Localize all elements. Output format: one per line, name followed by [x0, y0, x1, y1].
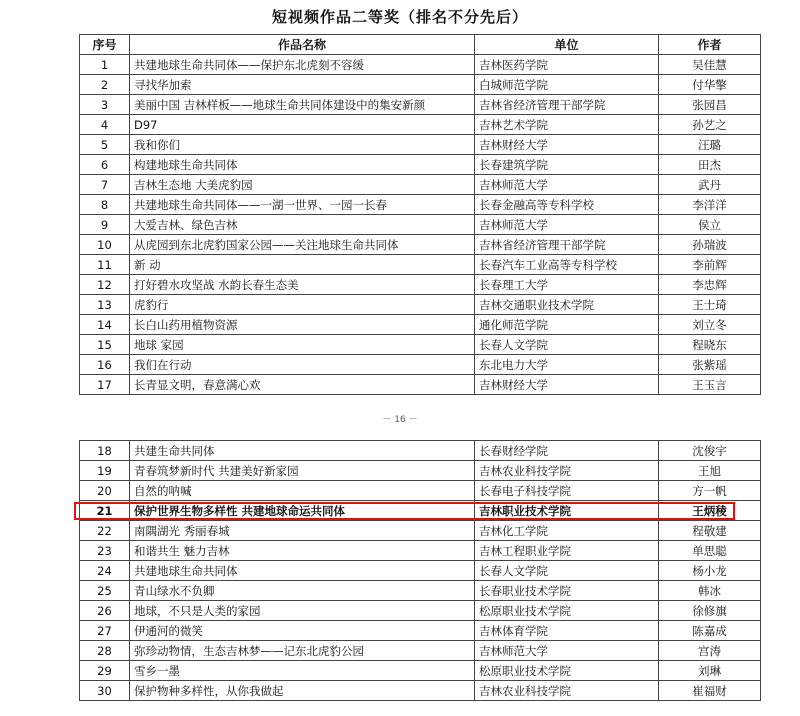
header-author: 作者 [659, 35, 761, 55]
cell-unit: 松原职业技术学院 [475, 661, 659, 681]
table-row [80, 621, 761, 641]
cell-author: 田杰 [659, 155, 761, 175]
cell-work: 大爱吉林、绿色吉林 [130, 215, 475, 235]
cell-unit: 长春金融高等专科学校 [475, 195, 659, 215]
cell-num: 13 [80, 295, 130, 315]
cell-unit: 吉林工程职业学院 [475, 541, 659, 561]
awards-table-page-2 [79, 440, 761, 701]
cell-author: 李洋洋 [659, 195, 761, 215]
table-row [80, 335, 761, 355]
cell-author: 宫涛 [659, 641, 761, 661]
cell-num: 28 [80, 641, 130, 661]
cell-author: 李前辉 [659, 255, 761, 275]
cell-unit: 长春理工大学 [475, 275, 659, 295]
cell-unit: 吉林医药学院 [475, 55, 659, 75]
cell-work: 我和你们 [130, 135, 475, 155]
cell-work: 长青显文明，春意满心欢 [130, 375, 475, 395]
cell-author: 孙瑞波 [659, 235, 761, 255]
table-row [80, 375, 761, 395]
highlight-box [74, 502, 735, 520]
table-row [80, 295, 761, 315]
cell-unit: 长春汽车工业高等专科学校 [475, 255, 659, 275]
cell-unit: 长春人文学院 [475, 335, 659, 355]
cell-unit: 吉林省经济管理干部学院 [475, 235, 659, 255]
cell-work: 构建地球生命共同体 [130, 155, 475, 175]
cell-unit: 吉林师范大学 [475, 215, 659, 235]
table-row [80, 661, 761, 681]
table-row [80, 175, 761, 195]
table-row [80, 355, 761, 375]
cell-num: 7 [80, 175, 130, 195]
cell-work: 青山绿水不负卿 [130, 581, 475, 601]
cell-num: 27 [80, 621, 130, 641]
cell-num: 8 [80, 195, 130, 215]
cell-num: 11 [80, 255, 130, 275]
cell-author: 方一帆 [659, 481, 761, 501]
cell-author: 武丹 [659, 175, 761, 195]
cell-author: 张园昌 [659, 95, 761, 115]
cell-author: 陈嘉成 [659, 621, 761, 641]
cell-work: 从虎园到东北虎豹国家公园——关注地球生命共同体 [130, 235, 475, 255]
cell-unit: 吉林师范大学 [475, 641, 659, 661]
cell-work: 自然的呐喊 [130, 481, 475, 501]
cell-num: 23 [80, 541, 130, 561]
cell-work: 寻找华加索 [130, 75, 475, 95]
table-row [80, 235, 761, 255]
cell-num: 10 [80, 235, 130, 255]
cell-work: 南隅湖光 秀丽春城 [130, 521, 475, 541]
cell-author: 吴佳慧 [659, 55, 761, 75]
cell-num: 5 [80, 135, 130, 155]
table-row [80, 541, 761, 561]
header-unit: 单位 [475, 35, 659, 55]
awards-table-page-1 [79, 34, 761, 395]
cell-author: 崔福财 [659, 681, 761, 701]
cell-num: 19 [80, 461, 130, 481]
table-row [80, 581, 761, 601]
cell-work: 虎豹行 [130, 295, 475, 315]
cell-work: 弥珍动物情，生态吉林梦——记东北虎豹公园 [130, 641, 475, 661]
cell-work: 地球，不只是人类的家园 [130, 601, 475, 621]
cell-work: 长白山药用植物资源 [130, 315, 475, 335]
cell-unit: 吉林师范大学 [475, 175, 659, 195]
cell-author: 孙艺之 [659, 115, 761, 135]
cell-unit: 吉林农业科技学院 [475, 461, 659, 481]
table-row [80, 481, 761, 501]
cell-unit: 长春财经学院 [475, 441, 659, 461]
cell-author: 程敬建 [659, 521, 761, 541]
cell-author: 汪璐 [659, 135, 761, 155]
table-row [80, 641, 761, 661]
cell-unit: 通化师范学院 [475, 315, 659, 335]
table-row [80, 561, 761, 581]
cell-num: 29 [80, 661, 130, 681]
cell-num: 17 [80, 375, 130, 395]
cell-num: 26 [80, 601, 130, 621]
cell-num: 14 [80, 315, 130, 335]
cell-author: 韩冰 [659, 581, 761, 601]
cell-author: 单思聪 [659, 541, 761, 561]
cell-num: 2 [80, 75, 130, 95]
table-row [80, 195, 761, 215]
table-row [80, 115, 761, 135]
table-row [80, 461, 761, 481]
cell-num: 6 [80, 155, 130, 175]
cell-work: 共建地球生命共同体——一湖一世界、一园一长春 [130, 195, 475, 215]
cell-author: 刘琳 [659, 661, 761, 681]
header-num: 序号 [80, 35, 130, 55]
table-row [80, 135, 761, 155]
cell-unit: 长春建筑学院 [475, 155, 659, 175]
cell-num: 21 [80, 501, 130, 521]
cell-work: 共建地球生命共同体——保护东北虎刻不容缓 [130, 55, 475, 75]
cell-unit: 吉林财经大学 [475, 375, 659, 395]
table-row [80, 681, 761, 701]
cell-work: 伊通河的微笑 [130, 621, 475, 641]
cell-unit: 吉林化工学院 [475, 521, 659, 541]
cell-unit: 吉林职业技术学院 [475, 501, 659, 521]
cell-unit: 吉林省经济管理干部学院 [475, 95, 659, 115]
cell-work: 美丽中国 吉林样板——地球生命共同体建设中的集安新颜 [130, 95, 475, 115]
cell-work: 共建生命共同体 [130, 441, 475, 461]
cell-num: 15 [80, 335, 130, 355]
cell-unit: 吉林财经大学 [475, 135, 659, 155]
cell-author: 沈俊宇 [659, 441, 761, 461]
cell-work: 和谐共生 魅力吉林 [130, 541, 475, 561]
table-row [80, 215, 761, 235]
cell-author: 张紫瑶 [659, 355, 761, 375]
cell-unit: 吉林交通职业技术学院 [475, 295, 659, 315]
cell-work: 共建地球生命共同体 [130, 561, 475, 581]
cell-author: 侯立 [659, 215, 761, 235]
cell-num: 20 [80, 481, 130, 501]
table-row [80, 155, 761, 175]
cell-num: 9 [80, 215, 130, 235]
cell-author: 王炳稜 [659, 501, 761, 521]
cell-work: 保护物种多样性，从你我做起 [130, 681, 475, 701]
cell-work: 打好碧水攻坚战 水韵长春生态美 [130, 275, 475, 295]
cell-author: 徐修旗 [659, 601, 761, 621]
cell-work: 雪乡一墨 [130, 661, 475, 681]
cell-work: 我们在行动 [130, 355, 475, 375]
cell-num: 22 [80, 521, 130, 541]
cell-author: 王士琦 [659, 295, 761, 315]
cell-unit: 东北电力大学 [475, 355, 659, 375]
cell-work: 吉林生态地 大美虎豹园 [130, 175, 475, 195]
cell-num: 12 [80, 275, 130, 295]
cell-num: 24 [80, 561, 130, 581]
cell-author: 王玉言 [659, 375, 761, 395]
cell-work: 保护世界生物多样性 共建地球命运共同体 [130, 501, 475, 521]
table-row [80, 601, 761, 621]
cell-unit: 长春电子科技学院 [475, 481, 659, 501]
table-row [80, 95, 761, 115]
cell-author: 付华擎 [659, 75, 761, 95]
cell-unit: 白城师范学院 [475, 75, 659, 95]
table-row [80, 441, 761, 461]
cell-num: 30 [80, 681, 130, 701]
cell-author: 程晓东 [659, 335, 761, 355]
document-title: 短视频作品二等奖（排名不分先后） [271, 8, 528, 26]
cell-work: 地球 家园 [130, 335, 475, 355]
cell-author: 李忠辉 [659, 275, 761, 295]
cell-num: 18 [80, 441, 130, 461]
cell-num: 1 [80, 55, 130, 75]
table-header-row [80, 35, 761, 55]
cell-unit: 吉林农业科技学院 [475, 681, 659, 701]
table-row [80, 315, 761, 335]
table-row [80, 255, 761, 275]
header-work: 作品名称 [130, 35, 475, 55]
cell-author: 杨小龙 [659, 561, 761, 581]
table-row [80, 55, 761, 75]
cell-num: 16 [80, 355, 130, 375]
table-row [80, 275, 761, 295]
cell-author: 刘立冬 [659, 315, 761, 335]
cell-work: D97 [130, 115, 475, 135]
cell-unit: 松原职业技术学院 [475, 601, 659, 621]
cell-unit: 吉林体育学院 [475, 621, 659, 641]
page-number: － 16 － [382, 415, 418, 425]
cell-work: 新 动 [130, 255, 475, 275]
cell-num: 3 [80, 95, 130, 115]
table-row [80, 521, 761, 541]
cell-work: 青春筑梦新时代 共建美好新家园 [130, 461, 475, 481]
cell-unit: 吉林艺术学院 [475, 115, 659, 135]
cell-num: 4 [80, 115, 130, 135]
cell-unit: 长春职业技术学院 [475, 581, 659, 601]
cell-num: 25 [80, 581, 130, 601]
table-row [80, 75, 761, 95]
cell-author: 王旭 [659, 461, 761, 481]
cell-unit: 长春人文学院 [475, 561, 659, 581]
